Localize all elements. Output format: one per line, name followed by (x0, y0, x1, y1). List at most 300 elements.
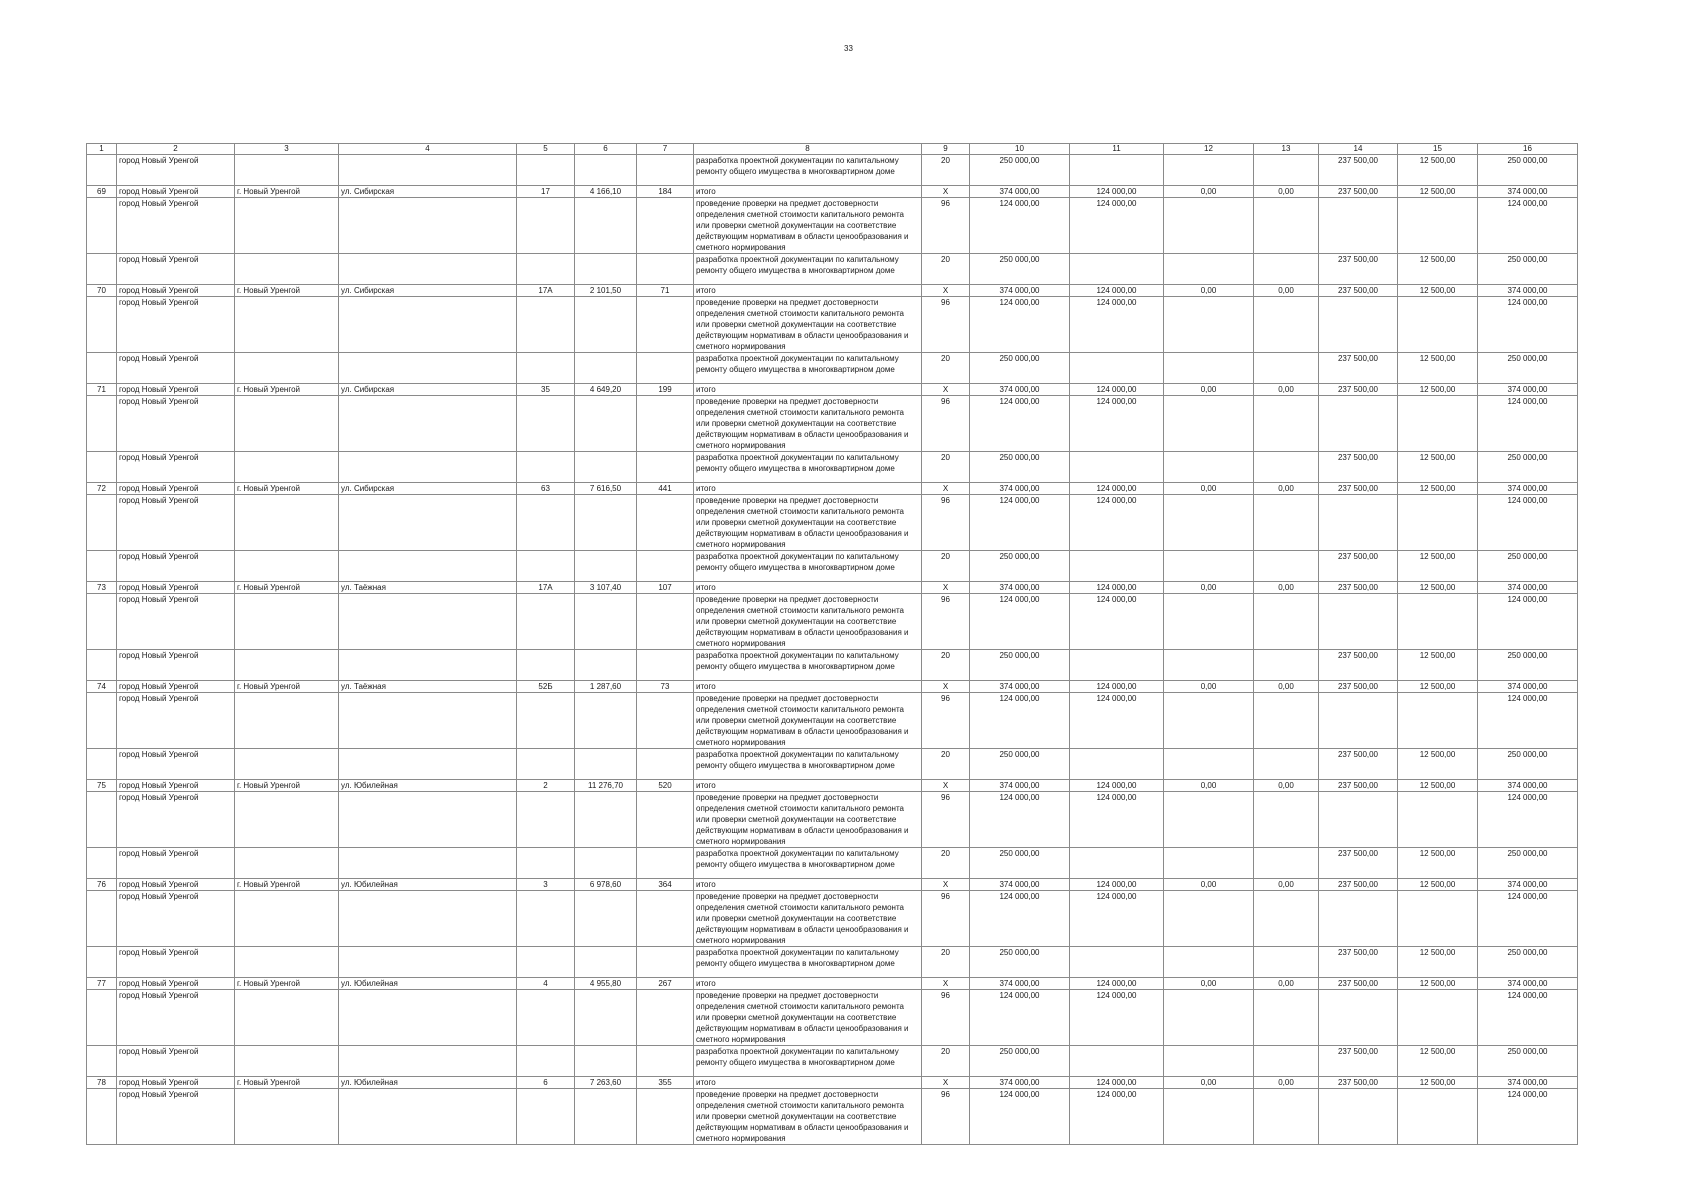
months-cell: 20 (922, 749, 970, 780)
cost-cell: 250 000,00 (1478, 749, 1578, 780)
no-cell (87, 594, 117, 650)
area-cell: 4 166,10 (575, 186, 637, 198)
cost-cell: 124 000,00 (970, 693, 1070, 749)
fund-cell: 12 500,00 (1398, 452, 1478, 483)
empty-cell (339, 155, 517, 186)
total-row (87, 879, 1578, 891)
cost-cell: 374 000,00 (970, 1077, 1070, 1089)
inspection-row (87, 891, 1578, 947)
fund-cell: 124 000,00 (1070, 780, 1164, 792)
cost-cell: 374 000,00 (970, 285, 1070, 297)
residents-cell: 107 (637, 582, 694, 594)
cost-cell: 124 000,00 (970, 990, 1070, 1046)
empty-cell (1254, 551, 1319, 582)
residents-cell: 73 (637, 681, 694, 693)
no-cell (87, 495, 117, 551)
residents-cell: 71 (637, 285, 694, 297)
area-cell: 7 263,60 (575, 1077, 637, 1089)
no-cell (87, 650, 117, 681)
cost-cell: 250 000,00 (1478, 848, 1578, 879)
street-cell: ул. Юбилейная (339, 1077, 517, 1089)
work-type-cell: разработка проектной документации по капитальному ремонту общего имущества в многоквартирном доме (694, 551, 922, 582)
cost-cell: 374 000,00 (1478, 978, 1578, 990)
empty-cell (1070, 254, 1164, 285)
empty-cell (575, 891, 637, 947)
empty-cell (575, 792, 637, 848)
months-cell: 20 (922, 452, 970, 483)
page-number: 33 (844, 44, 853, 53)
fund-cell: 12 500,00 (1398, 353, 1478, 384)
empty-cell (637, 396, 694, 452)
work-type-cell: разработка проектной документации по капитальному ремонту общего имущества в многоквартирном доме (694, 254, 922, 285)
fund-cell: 124 000,00 (1070, 681, 1164, 693)
municipality-cell: город Новый Уренгой (117, 1077, 235, 1089)
fund-cell: 0,00 (1164, 681, 1254, 693)
empty-cell (235, 1046, 339, 1077)
fund-cell: 124 000,00 (1070, 1089, 1164, 1145)
design-row (87, 551, 1578, 582)
municipality-cell: город Новый Уренгой (117, 452, 235, 483)
empty-cell (1070, 650, 1164, 681)
fund-cell: 0,00 (1164, 483, 1254, 495)
design-row (87, 848, 1578, 879)
column-header: 13 (1254, 144, 1319, 155)
fund-cell: 124 000,00 (1070, 879, 1164, 891)
empty-cell (339, 749, 517, 780)
empty-cell (1254, 650, 1319, 681)
empty-cell (637, 1089, 694, 1145)
empty-cell (637, 947, 694, 978)
empty-cell (339, 495, 517, 551)
fund-cell: 124 000,00 (1070, 186, 1164, 198)
total-row (87, 681, 1578, 693)
empty-cell (637, 594, 694, 650)
fund-cell: 12 500,00 (1398, 155, 1478, 186)
cost-cell: 374 000,00 (970, 384, 1070, 396)
residents-cell: 267 (637, 978, 694, 990)
cost-cell: 374 000,00 (970, 978, 1070, 990)
cost-cell: 374 000,00 (1478, 582, 1578, 594)
work-type-cell: проведение проверки на предмет достоверности определения сметной стоимости капитального ремонта или проверки сметной документации на соответствие действующим нормативам в области ценообразования и сметного нормирования (694, 495, 922, 551)
no-cell (87, 1089, 117, 1145)
months-cell: Х (922, 483, 970, 495)
cost-cell: 250 000,00 (970, 749, 1070, 780)
street-cell: ул. Юбилейная (339, 879, 517, 891)
empty-cell (1319, 297, 1398, 353)
empty-cell (1398, 396, 1478, 452)
total-row (87, 285, 1578, 297)
empty-cell (575, 594, 637, 650)
cost-cell: 124 000,00 (970, 396, 1070, 452)
cost-cell: 250 000,00 (1478, 1046, 1578, 1077)
inspection-row (87, 198, 1578, 254)
municipality-cell: город Новый Уренгой (117, 848, 235, 879)
work-type-cell: разработка проектной документации по капитальному ремонту общего имущества в многоквартирном доме (694, 353, 922, 384)
empty-cell (1164, 792, 1254, 848)
empty-cell (1070, 1046, 1164, 1077)
work-type-cell: итого (694, 285, 922, 297)
municipality-cell: город Новый Уренгой (117, 891, 235, 947)
empty-cell (1164, 693, 1254, 749)
fund-cell: 237 500,00 (1319, 582, 1398, 594)
empty-cell (1319, 693, 1398, 749)
empty-cell (1164, 848, 1254, 879)
no-cell (87, 693, 117, 749)
cost-cell: 374 000,00 (970, 186, 1070, 198)
cost-cell: 374 000,00 (1478, 285, 1578, 297)
months-cell: Х (922, 285, 970, 297)
months-cell: Х (922, 186, 970, 198)
work-type-cell: итого (694, 978, 922, 990)
empty-cell (1164, 353, 1254, 384)
cost-cell: 250 000,00 (1478, 452, 1578, 483)
settlement-cell: г. Новый Уренгой (235, 1077, 339, 1089)
fund-cell: 12 500,00 (1398, 551, 1478, 582)
empty-cell (575, 848, 637, 879)
no-cell (87, 848, 117, 879)
fund-cell: 237 500,00 (1319, 879, 1398, 891)
fund-cell: 237 500,00 (1319, 483, 1398, 495)
fund-cell: 237 500,00 (1319, 749, 1398, 780)
municipality-cell: город Новый Уренгой (117, 582, 235, 594)
empty-cell (1070, 749, 1164, 780)
design-row (87, 1046, 1578, 1077)
empty-cell (517, 990, 575, 1046)
empty-cell (637, 353, 694, 384)
empty-cell (517, 594, 575, 650)
house-cell: 52Б (517, 681, 575, 693)
fund-cell: 0,00 (1254, 1077, 1319, 1089)
cost-cell: 250 000,00 (1478, 650, 1578, 681)
empty-cell (339, 594, 517, 650)
fund-cell: 0,00 (1254, 384, 1319, 396)
area-cell: 4 955,80 (575, 978, 637, 990)
fund-cell: 12 500,00 (1398, 650, 1478, 681)
settlement-cell: г. Новый Уренгой (235, 483, 339, 495)
empty-cell (1164, 594, 1254, 650)
residents-cell: 184 (637, 186, 694, 198)
empty-cell (235, 198, 339, 254)
municipality-cell: город Новый Уренгой (117, 749, 235, 780)
work-type-cell: итого (694, 681, 922, 693)
street-cell: ул. Сибирская (339, 384, 517, 396)
empty-cell (575, 749, 637, 780)
empty-cell (235, 891, 339, 947)
cost-cell: 124 000,00 (970, 198, 1070, 254)
street-cell: ул. Юбилейная (339, 978, 517, 990)
fund-cell: 12 500,00 (1398, 780, 1478, 792)
empty-cell (517, 1046, 575, 1077)
empty-cell (1398, 198, 1478, 254)
empty-cell (339, 792, 517, 848)
empty-cell (1398, 990, 1478, 1046)
empty-cell (339, 693, 517, 749)
work-type-cell: проведение проверки на предмет достоверности определения сметной стоимости капитального ремонта или проверки сметной документации на соответствие действующим нормативам в области ценообразования и сметного нормирования (694, 891, 922, 947)
empty-cell (1254, 1089, 1319, 1145)
area-cell: 3 107,40 (575, 582, 637, 594)
fund-cell: 0,00 (1164, 879, 1254, 891)
fund-cell: 0,00 (1254, 780, 1319, 792)
empty-cell (517, 891, 575, 947)
municipality-cell: город Новый Уренгой (117, 1046, 235, 1077)
empty-cell (1164, 650, 1254, 681)
municipality-cell: город Новый Уренгой (117, 198, 235, 254)
months-cell: Х (922, 780, 970, 792)
street-cell: ул. Сибирская (339, 483, 517, 495)
empty-cell (1070, 155, 1164, 186)
empty-cell (235, 396, 339, 452)
capital-repair-table (86, 143, 1578, 1145)
cost-cell: 250 000,00 (970, 452, 1070, 483)
empty-cell (339, 1089, 517, 1145)
house-cell: 17А (517, 582, 575, 594)
residents-cell: 199 (637, 384, 694, 396)
no-cell: 73 (87, 582, 117, 594)
empty-cell (637, 198, 694, 254)
no-cell (87, 749, 117, 780)
empty-cell (339, 452, 517, 483)
empty-cell (637, 1046, 694, 1077)
empty-cell (1254, 254, 1319, 285)
empty-cell (235, 594, 339, 650)
inspection-row (87, 495, 1578, 551)
fund-cell: 0,00 (1254, 285, 1319, 297)
total-row (87, 186, 1578, 198)
empty-cell (235, 452, 339, 483)
municipality-cell: город Новый Уренгой (117, 990, 235, 1046)
municipality-cell: город Новый Уренгой (117, 396, 235, 452)
empty-cell (517, 551, 575, 582)
cost-cell: 124 000,00 (970, 792, 1070, 848)
settlement-cell: г. Новый Уренгой (235, 978, 339, 990)
empty-cell (575, 1046, 637, 1077)
no-cell (87, 990, 117, 1046)
cost-cell: 124 000,00 (970, 594, 1070, 650)
empty-cell (1070, 848, 1164, 879)
empty-cell (575, 495, 637, 551)
area-cell: 2 101,50 (575, 285, 637, 297)
months-cell: 20 (922, 254, 970, 285)
cost-cell: 124 000,00 (1478, 1089, 1578, 1145)
empty-cell (575, 155, 637, 186)
fund-cell: 124 000,00 (1070, 396, 1164, 452)
no-cell (87, 891, 117, 947)
municipality-cell: город Новый Уренгой (117, 879, 235, 891)
months-cell: 96 (922, 792, 970, 848)
work-type-cell: итого (694, 483, 922, 495)
municipality-cell: город Новый Уренгой (117, 384, 235, 396)
empty-cell (637, 792, 694, 848)
fund-cell: 237 500,00 (1319, 353, 1398, 384)
house-cell: 6 (517, 1077, 575, 1089)
empty-cell (235, 297, 339, 353)
municipality-cell: город Новый Уренгой (117, 297, 235, 353)
cost-cell: 124 000,00 (970, 1089, 1070, 1145)
residents-cell: 355 (637, 1077, 694, 1089)
cost-cell: 374 000,00 (970, 780, 1070, 792)
empty-cell (1164, 990, 1254, 1046)
fund-cell: 237 500,00 (1319, 285, 1398, 297)
cost-cell: 124 000,00 (970, 297, 1070, 353)
cost-cell: 124 000,00 (1478, 990, 1578, 1046)
fund-cell: 12 500,00 (1398, 947, 1478, 978)
area-cell: 6 978,60 (575, 879, 637, 891)
cost-cell: 250 000,00 (1478, 947, 1578, 978)
municipality-cell: город Новый Уренгой (117, 551, 235, 582)
cost-cell: 374 000,00 (970, 681, 1070, 693)
empty-cell (339, 254, 517, 285)
no-cell (87, 297, 117, 353)
fund-cell: 12 500,00 (1398, 681, 1478, 693)
fund-cell: 0,00 (1254, 978, 1319, 990)
fund-cell: 0,00 (1164, 384, 1254, 396)
empty-cell (1164, 891, 1254, 947)
settlement-cell: г. Новый Уренгой (235, 384, 339, 396)
fund-cell: 0,00 (1164, 285, 1254, 297)
months-cell: 20 (922, 551, 970, 582)
cost-cell: 250 000,00 (970, 947, 1070, 978)
empty-cell (1398, 891, 1478, 947)
empty-cell (339, 848, 517, 879)
work-type-cell: проведение проверки на предмет достоверности определения сметной стоимости капитального ремонта или проверки сметной документации на соответствие действующим нормативам в области ценообразования и сметного нормирования (694, 693, 922, 749)
fund-cell: 124 000,00 (1070, 198, 1164, 254)
empty-cell (339, 891, 517, 947)
design-row (87, 650, 1578, 681)
cost-cell: 250 000,00 (970, 551, 1070, 582)
fund-cell: 237 500,00 (1319, 978, 1398, 990)
cost-cell: 250 000,00 (1478, 551, 1578, 582)
fund-cell: 12 500,00 (1398, 1077, 1478, 1089)
column-header: 9 (922, 144, 970, 155)
cost-cell: 124 000,00 (1478, 693, 1578, 749)
fund-cell: 124 000,00 (1070, 792, 1164, 848)
empty-cell (1319, 990, 1398, 1046)
column-header: 7 (637, 144, 694, 155)
inspection-row (87, 396, 1578, 452)
empty-cell (235, 495, 339, 551)
column-header: 5 (517, 144, 575, 155)
house-cell: 17 (517, 186, 575, 198)
empty-cell (1070, 452, 1164, 483)
empty-cell (235, 1089, 339, 1145)
area-cell: 7 616,50 (575, 483, 637, 495)
street-cell: ул. Таёжная (339, 681, 517, 693)
fund-cell: 0,00 (1254, 483, 1319, 495)
empty-cell (1254, 848, 1319, 879)
empty-cell (575, 353, 637, 384)
empty-cell (1254, 594, 1319, 650)
empty-cell (1164, 396, 1254, 452)
column-header: 4 (339, 144, 517, 155)
months-cell: 96 (922, 198, 970, 254)
empty-cell (517, 396, 575, 452)
cost-cell: 374 000,00 (1478, 681, 1578, 693)
column-header: 3 (235, 144, 339, 155)
empty-cell (575, 693, 637, 749)
column-header: 6 (575, 144, 637, 155)
fund-cell: 124 000,00 (1070, 582, 1164, 594)
months-cell: Х (922, 879, 970, 891)
column-header: 15 (1398, 144, 1478, 155)
fund-cell: 237 500,00 (1319, 780, 1398, 792)
months-cell: 20 (922, 353, 970, 384)
empty-cell (637, 155, 694, 186)
work-type-cell: разработка проектной документации по капитальному ремонту общего имущества в многоквартирном доме (694, 947, 922, 978)
total-row (87, 384, 1578, 396)
fund-cell: 0,00 (1164, 1077, 1254, 1089)
empty-cell (1254, 792, 1319, 848)
work-type-cell: разработка проектной документации по капитальному ремонту общего имущества в многоквартирном доме (694, 848, 922, 879)
empty-cell (339, 198, 517, 254)
inspection-row (87, 990, 1578, 1046)
empty-cell (339, 396, 517, 452)
empty-cell (235, 990, 339, 1046)
cost-cell: 124 000,00 (1478, 198, 1578, 254)
house-cell: 35 (517, 384, 575, 396)
cost-cell: 250 000,00 (970, 353, 1070, 384)
empty-cell (235, 947, 339, 978)
work-type-cell: проведение проверки на предмет достоверности определения сметной стоимости капитального ремонта или проверки сметной документации на соответствие действующим нормативам в области ценообразования и сметного нормирования (694, 198, 922, 254)
months-cell: 20 (922, 155, 970, 186)
area-cell: 1 287,60 (575, 681, 637, 693)
column-header: 1 (87, 144, 117, 155)
empty-cell (1398, 693, 1478, 749)
work-type-cell: разработка проектной документации по капитальному ремонту общего имущества в многоквартирном доме (694, 452, 922, 483)
cost-cell: 374 000,00 (1478, 879, 1578, 891)
empty-cell (1398, 594, 1478, 650)
empty-cell (235, 650, 339, 681)
inspection-row (87, 594, 1578, 650)
work-type-cell: разработка проектной документации по капитальному ремонту общего имущества в многоквартирном доме (694, 650, 922, 681)
work-type-cell: итого (694, 384, 922, 396)
months-cell: 96 (922, 297, 970, 353)
months-cell: 96 (922, 891, 970, 947)
area-cell: 11 276,70 (575, 780, 637, 792)
empty-cell (517, 297, 575, 353)
empty-cell (637, 551, 694, 582)
empty-cell (517, 848, 575, 879)
cost-cell: 374 000,00 (970, 879, 1070, 891)
work-type-cell: проведение проверки на предмет достоверности определения сметной стоимости капитального ремонта или проверки сметной документации на соответствие действующим нормативам в области ценообразования и сметного нормирования (694, 990, 922, 1046)
cost-cell: 124 000,00 (970, 495, 1070, 551)
design-row (87, 353, 1578, 384)
fund-cell: 12 500,00 (1398, 582, 1478, 594)
empty-cell (339, 990, 517, 1046)
empty-cell (1254, 1046, 1319, 1077)
empty-cell (1164, 551, 1254, 582)
municipality-cell: город Новый Уренгой (117, 1089, 235, 1145)
empty-cell (517, 1089, 575, 1145)
work-type-cell: итого (694, 186, 922, 198)
work-type-cell: проведение проверки на предмет достоверности определения сметной стоимости капитального ремонта или проверки сметной документации на соответствие действующим нормативам в области ценообразования и сметного нормирования (694, 792, 922, 848)
no-cell: 75 (87, 780, 117, 792)
empty-cell (339, 297, 517, 353)
work-type-cell: разработка проектной документации по капитальному ремонту общего имущества в многоквартирном доме (694, 749, 922, 780)
residents-cell: 441 (637, 483, 694, 495)
empty-cell (1254, 749, 1319, 780)
fund-cell: 124 000,00 (1070, 990, 1164, 1046)
fund-cell: 124 000,00 (1070, 978, 1164, 990)
empty-cell (1319, 495, 1398, 551)
empty-cell (235, 848, 339, 879)
empty-cell (637, 749, 694, 780)
empty-cell (1398, 1089, 1478, 1145)
fund-cell: 124 000,00 (1070, 594, 1164, 650)
column-header: 2 (117, 144, 235, 155)
months-cell: Х (922, 384, 970, 396)
fund-cell: 124 000,00 (1070, 693, 1164, 749)
settlement-cell: г. Новый Уренгой (235, 681, 339, 693)
